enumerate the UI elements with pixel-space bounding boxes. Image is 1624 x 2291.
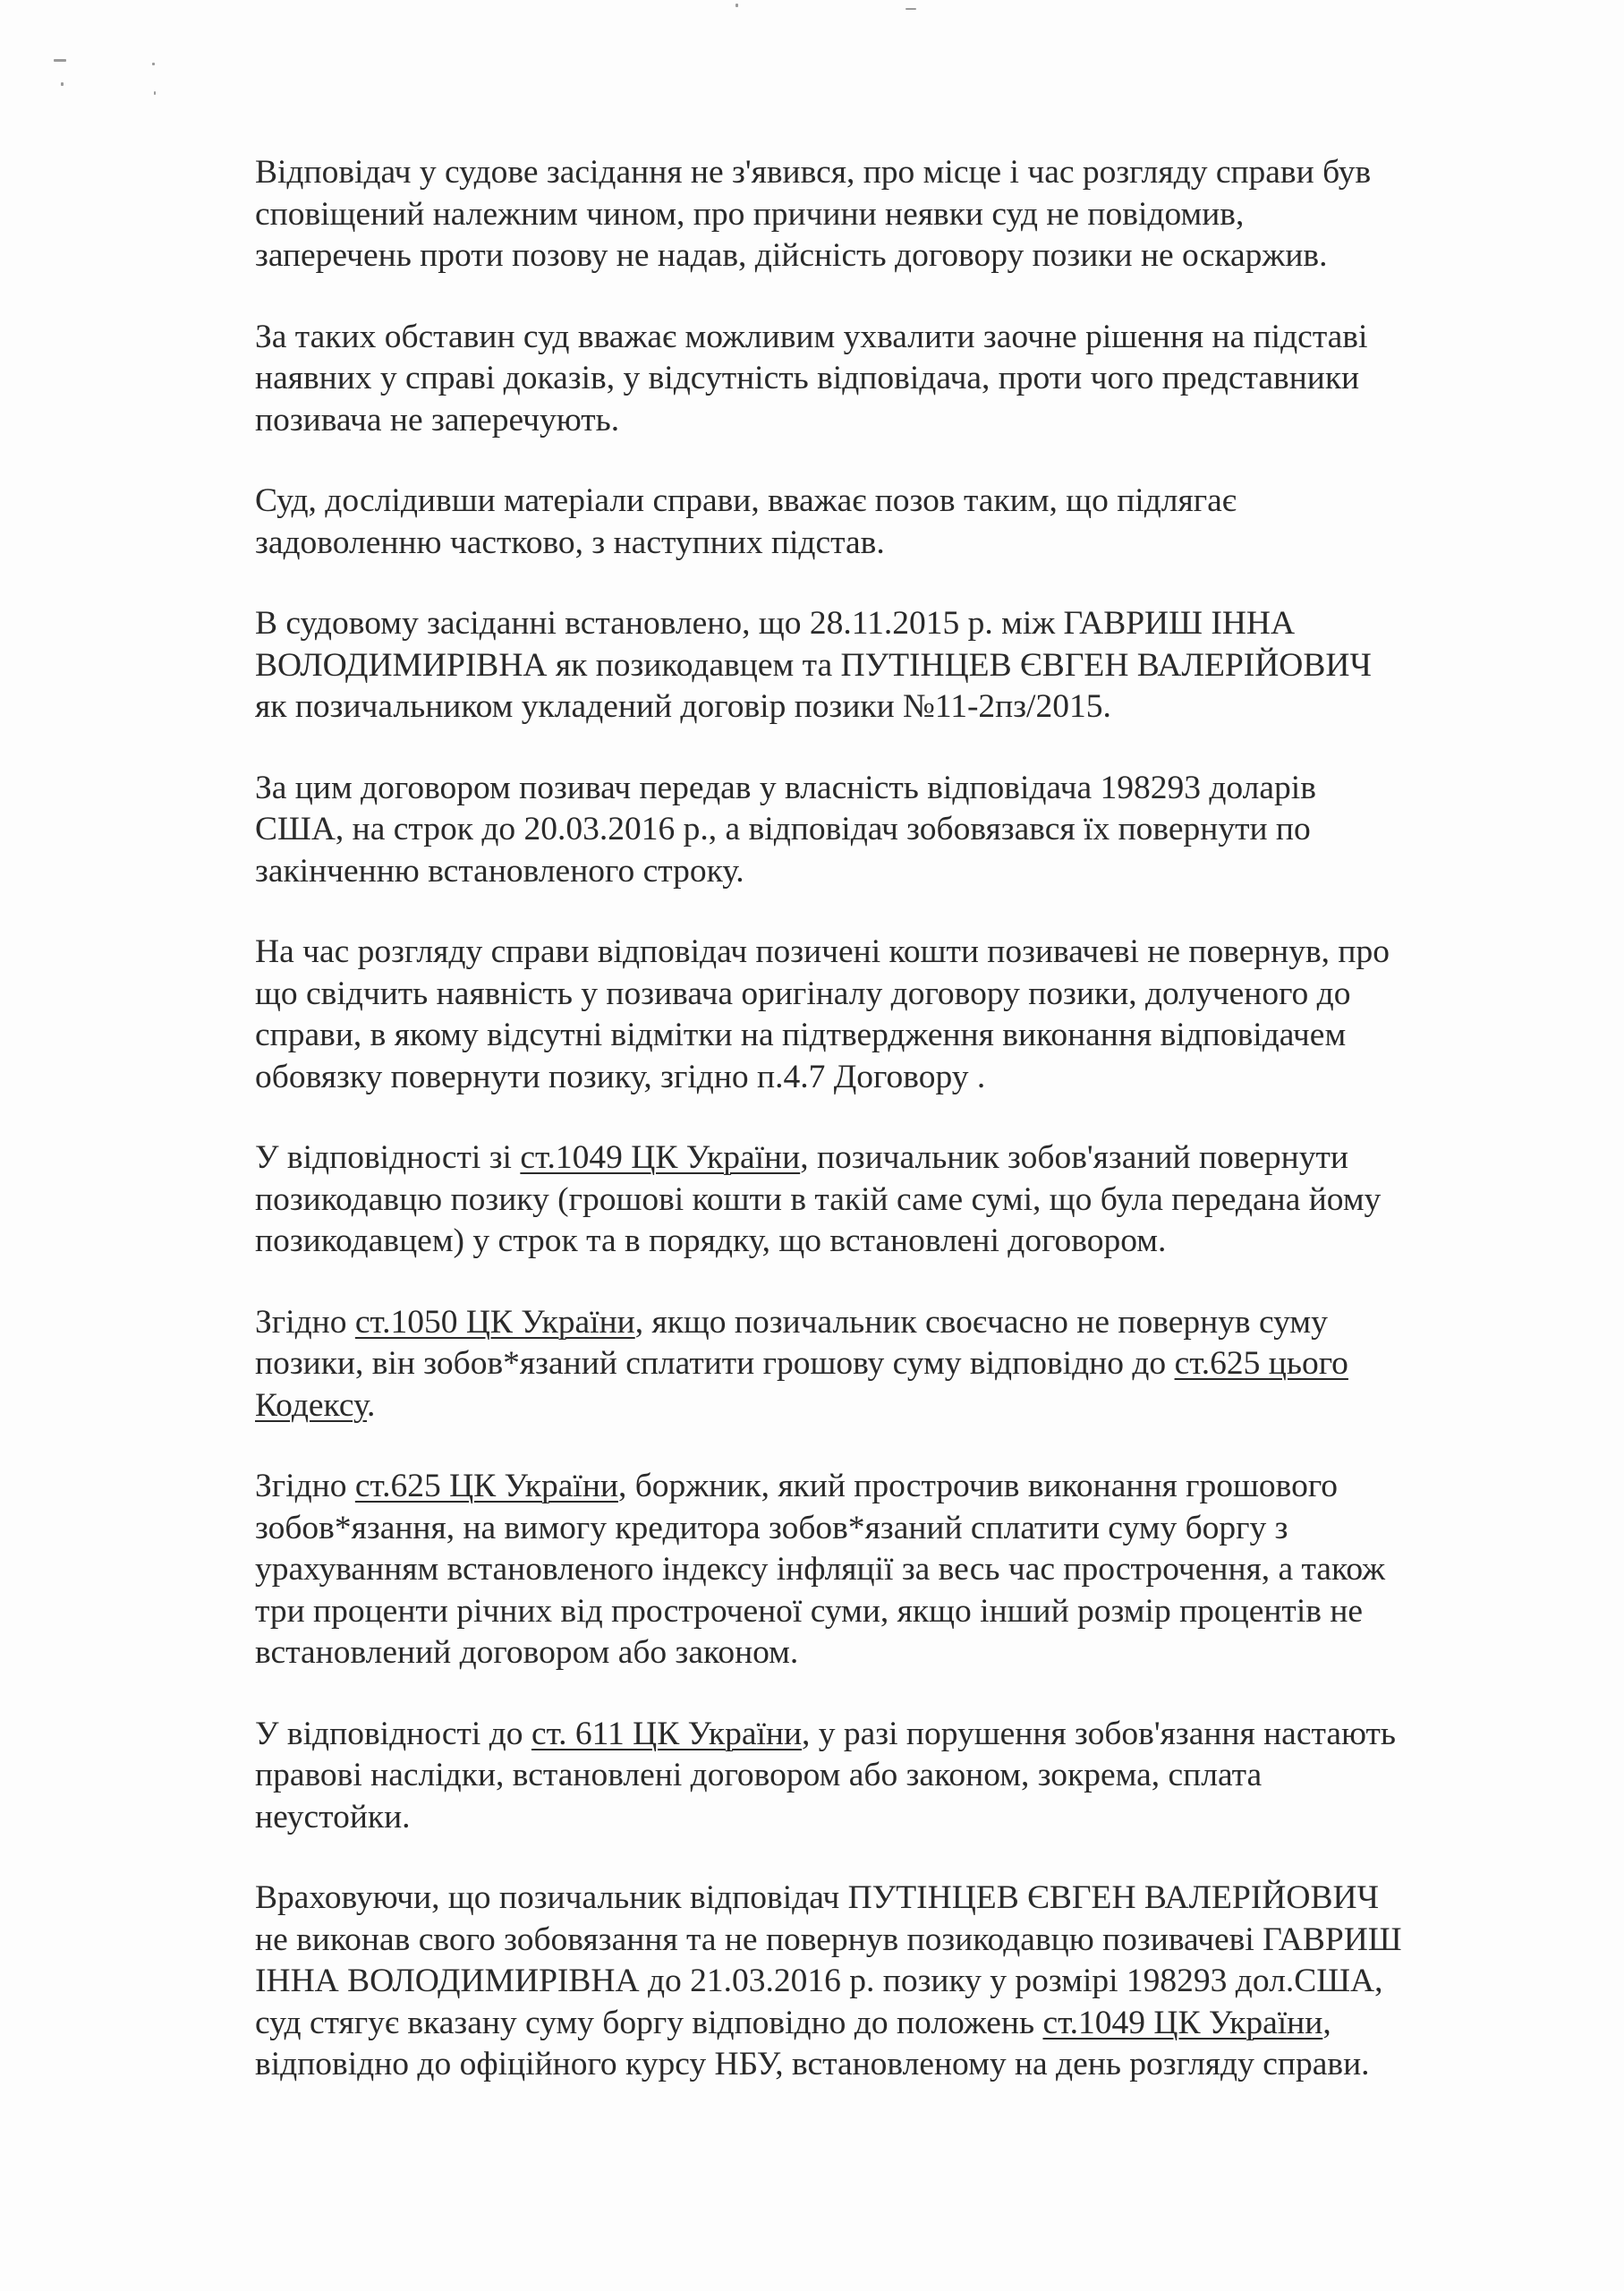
text-line: наявних у справі доказів, у відсутність відповідача, проти чого представники — [255, 360, 1360, 396]
text-line: США, на строк до 20.03.2016 р., а відповідач зобовязався їх повернути по — [255, 811, 1311, 847]
text-line: позикодавцю позику (грошові кошти в такій саме сумі, що була передана йому — [255, 1180, 1382, 1218]
paragraph-article-625 — [255, 1466, 1508, 1674]
scan-speck — [154, 91, 156, 95]
text-line: обовязку повернути позику, згідно п.4.7 Договору . — [255, 1058, 986, 1095]
text-line: відповідно до офіційного курсу НБУ, встановленому на день розгляду справи. — [255, 2046, 1370, 2082]
text-segment: У відповідності до — [255, 1715, 531, 1752]
text-line: сповіщений належним чином, про причини неявки суд не повідомив, — [255, 195, 1245, 233]
text-line — [255, 1714, 1508, 1756]
scan-speck — [61, 82, 64, 86]
paragraph-non-repayment — [255, 932, 1508, 1098]
scan-speck — [906, 8, 916, 10]
law-link-article-625-this[interactable]: ст.625 цього — [1174, 1345, 1348, 1382]
scan-speck — [54, 59, 66, 62]
law-link-article-1049[interactable]: ст.1049 ЦК України — [520, 1139, 801, 1176]
text-line — [255, 1302, 1508, 1344]
law-link-article-611[interactable]: ст. 611 ЦК України — [531, 1715, 803, 1752]
paragraph-article-1049 — [255, 1137, 1508, 1263]
text-line: Враховуючи, що позичальник відповідач ПУТІНЦЕВ ЄВГЕН ВАЛЕРІЙОВИЧ — [255, 1879, 1379, 1916]
text-line: ВОЛОДИМИРІВНА як позикодавцем та ПУТІНЦЕВ ЄВГЕН ВАЛЕРІЙОВИЧ — [255, 646, 1372, 684]
text-line: правові наслідки, встановлені договором або законом, зокрема, сплата — [255, 1757, 1263, 1793]
text-line — [255, 2003, 1508, 2045]
text-line: Суд, дослідивши матеріали справи, вважає позов таким, що підлягає — [255, 482, 1237, 519]
law-link-article-625[interactable]: ст.625 ЦК України — [354, 1468, 618, 1504]
paragraph-loan-agreement — [255, 603, 1508, 728]
text-line: ІННА ВОЛОДИМИРІВНА до 21.03.2016 р. позику у розмірі 198293 дол.США, — [255, 1963, 1383, 1999]
text-segment: суд стягує вказану суму боргу відповідно до положень — [255, 2004, 1043, 2041]
law-link-article-1049-conclusion[interactable]: ст.1049 ЦК України — [1042, 2004, 1323, 2041]
text-line — [255, 1137, 1508, 1180]
text-segment: , у разі порушення зобов'язання настають — [802, 1715, 1396, 1752]
paragraph-court-assessment — [255, 481, 1508, 564]
text-line: За цим договором позивач передав у власність відповідача 198293 доларів — [255, 769, 1316, 806]
text-line: закінченню встановленого строку. — [255, 852, 744, 890]
text-line: як позичальником укладений договір позики №11-2пз/2015. — [255, 688, 1111, 725]
text-segment: Згідно — [255, 1303, 355, 1341]
text-segment: У відповідності зі — [255, 1139, 521, 1176]
law-link-article-1050[interactable]: ст.1050 ЦК України — [354, 1303, 635, 1341]
scan-speck — [152, 63, 155, 65]
scan-speck — [735, 4, 738, 7]
text-line — [255, 1385, 1508, 1427]
text-line: В судовому засіданні встановлено, що 28.11.2015 р. між ГАВРИШ ІННА — [255, 605, 1296, 642]
paragraph-default-judgment — [255, 317, 1508, 442]
paragraph-conclusion — [255, 1878, 1508, 2086]
text-line — [255, 1466, 1508, 1508]
text-segment: , боржник, який прострочив виконання грошового — [617, 1468, 1339, 1504]
text-line: За таких обставин суд вважає можливим ухвалити заочне рішення на підставі — [255, 318, 1368, 355]
text-segment: Згідно — [255, 1468, 355, 1504]
text-line: не виконав свого зобовязання та не повернув позикодавцю позивачеві ГАВРИШ — [255, 1921, 1402, 1958]
text-line: три проценти річних від простроченої суми, якщо інший розмір процентів не — [255, 1592, 1364, 1630]
text-line: справи, в якому відсутні відмітки на підтвердження виконання відповідачем — [255, 1017, 1347, 1053]
text-line: На час розгляду справи відповідач позичені кошти позивачеві не повернув, про — [255, 933, 1390, 970]
law-link-code[interactable]: Кодексу — [255, 1386, 367, 1424]
text-segment: позики, він зобов*язаний сплатити грошову суму відповідно до — [255, 1345, 1175, 1382]
paragraph-article-611 — [255, 1714, 1508, 1839]
text-line: урахуванням встановленого індексу інфляції за весь час прострочення, а також — [255, 1551, 1386, 1588]
text-line: позивача не заперечують. — [255, 401, 620, 439]
paragraph-defendant-absence — [255, 152, 1508, 277]
text-line: позикодавцем) у строк та в порядку, що встановлені договором. — [255, 1222, 1167, 1259]
paragraph-loan-terms — [255, 768, 1508, 893]
text-line: встановлений договором або законом. — [255, 1634, 799, 1671]
text-line: Відповідач у судове засідання не з'явився, про місце і час розгляду справи був — [255, 154, 1372, 191]
text-line: зобов*язання, на вимогу кредитора зобов*язаний сплатити суму боргу з — [255, 1509, 1288, 1546]
text-line: задоволенню частково, з наступних підстав. — [255, 524, 885, 561]
text-line — [255, 1343, 1508, 1385]
text-segment: , якщо позичальник своєчасно не повернув суму — [634, 1303, 1328, 1341]
text-segment: . — [366, 1386, 376, 1424]
text-line: що свідчить наявність у позивача оригіналу договору позики, долученого до — [255, 975, 1351, 1012]
text-segment: , позичальник зобов'язаний повернути — [800, 1139, 1348, 1176]
paragraph-article-1050 — [255, 1302, 1508, 1427]
text-line: заперечень проти позову не надав, дійсність договору позики не оскаржив. — [255, 237, 1328, 274]
text-segment: , — [1322, 2004, 1331, 2041]
document-body — [255, 152, 1508, 2125]
text-line: неустойки. — [255, 1798, 411, 1835]
